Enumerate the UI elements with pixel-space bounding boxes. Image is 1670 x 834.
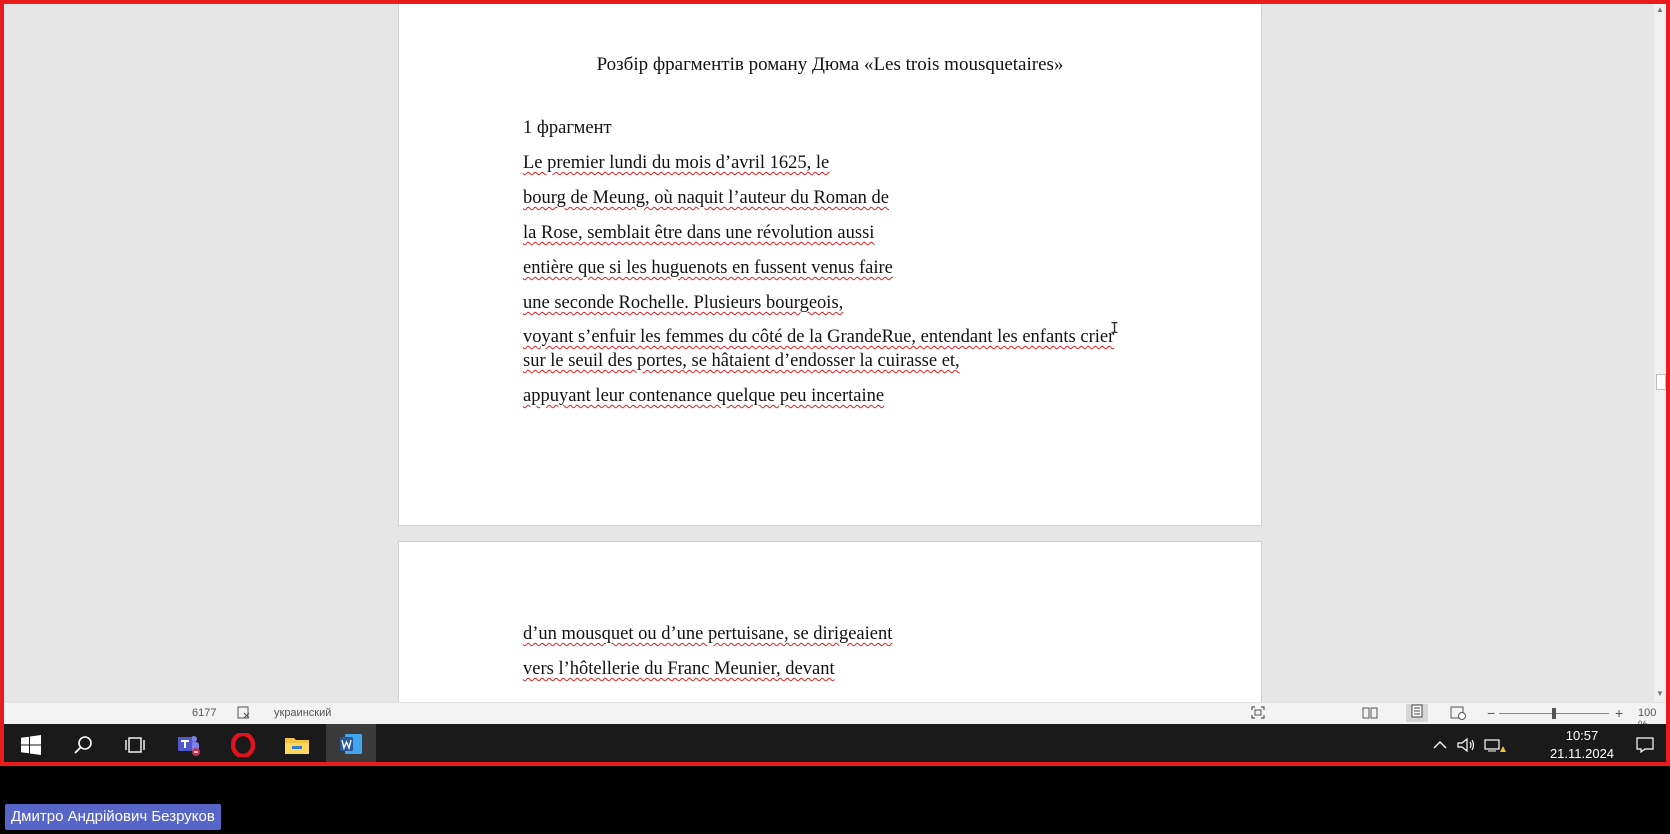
language-indicator[interactable]: украинский <box>274 707 332 719</box>
focus-mode-icon[interactable] <box>1250 706 1266 720</box>
text-line: la Rose, semblait être dans une révolution aussi <box>523 223 875 243</box>
scroll-thumb[interactable] <box>1656 374 1666 390</box>
document-page-1[interactable] <box>398 4 1262 526</box>
windows-start-icon[interactable] <box>6 724 56 766</box>
text-line: vers l’hôtellerie du Franc Meunier, devant <box>523 659 835 679</box>
zoom-slider-thumb[interactable] <box>1552 708 1556 719</box>
vertical-scrollbar[interactable] <box>1654 4 1666 702</box>
word-status-bar <box>4 702 1666 725</box>
web-layout-icon[interactable] <box>1450 706 1466 720</box>
scroll-down-icon[interactable]: ▼ <box>1656 689 1664 698</box>
search-icon[interactable] <box>58 724 108 766</box>
volume-icon[interactable] <box>1454 724 1478 766</box>
show-hidden-icons-icon[interactable] <box>1429 724 1451 766</box>
text-line: voyant s’enfuir les femmes du côté de la GrandeRue, entendant les enfants crier <box>523 327 1115 347</box>
word-icon[interactable] <box>326 724 376 766</box>
document-page-2[interactable] <box>398 541 1262 702</box>
read-mode-icon[interactable] <box>1362 706 1378 720</box>
task-view-icon[interactable] <box>110 724 160 766</box>
zoom-in-button[interactable]: + <box>1615 705 1624 721</box>
text-line: appuyant leur contenance quelque peu incertaine <box>523 386 885 406</box>
opera-icon[interactable] <box>218 724 268 766</box>
action-center-icon[interactable] <box>1630 724 1660 766</box>
document-canvas[interactable] <box>4 4 1662 702</box>
text-cursor-icon: I <box>1110 319 1120 337</box>
windows-taskbar <box>4 724 1666 766</box>
text-line: une seconde Rochelle. Plusieurs bourgeois, <box>523 293 844 313</box>
zoom-out-button[interactable]: − <box>1487 705 1496 721</box>
document-title: Розбір фрагментів роману Дюма «Les trois mousquetaires» <box>596 54 1064 75</box>
text-line: d’un mousquet ou d’une pertuisane, se dirigeaient <box>523 624 893 644</box>
text-line: bourg de Meung, où naquit l’auteur du Roman de <box>523 188 889 208</box>
file-explorer-icon[interactable] <box>272 724 322 766</box>
zoom-level[interactable]: 100 <box>1638 707 1657 719</box>
taskbar-clock[interactable] <box>1534 727 1630 763</box>
fragment-heading: 1 фрагмент <box>523 118 612 138</box>
clock-time: 10:57 <box>1565 728 1599 743</box>
text-line: entière que si les huguenots en fussent venus faire <box>523 258 893 278</box>
clock-date: 21.11.2024 <box>1549 746 1615 761</box>
text-line: sur le seuil des portes, se hâtaient d’endosser la cuirasse et, <box>523 351 960 371</box>
text-line: Le premier lundi du mois d’avril 1625, le <box>523 153 830 173</box>
teams-icon[interactable] <box>164 724 214 766</box>
scroll-up-icon[interactable]: ▲ <box>1656 5 1664 14</box>
network-warning-icon[interactable] <box>1482 724 1508 766</box>
print-layout-icon[interactable] <box>1406 704 1428 722</box>
participant-name-badge: Дмитро Андрійович Безруков <box>5 804 221 830</box>
proofing-icon[interactable] <box>236 706 252 720</box>
word-count[interactable]: 6177 <box>192 707 217 719</box>
